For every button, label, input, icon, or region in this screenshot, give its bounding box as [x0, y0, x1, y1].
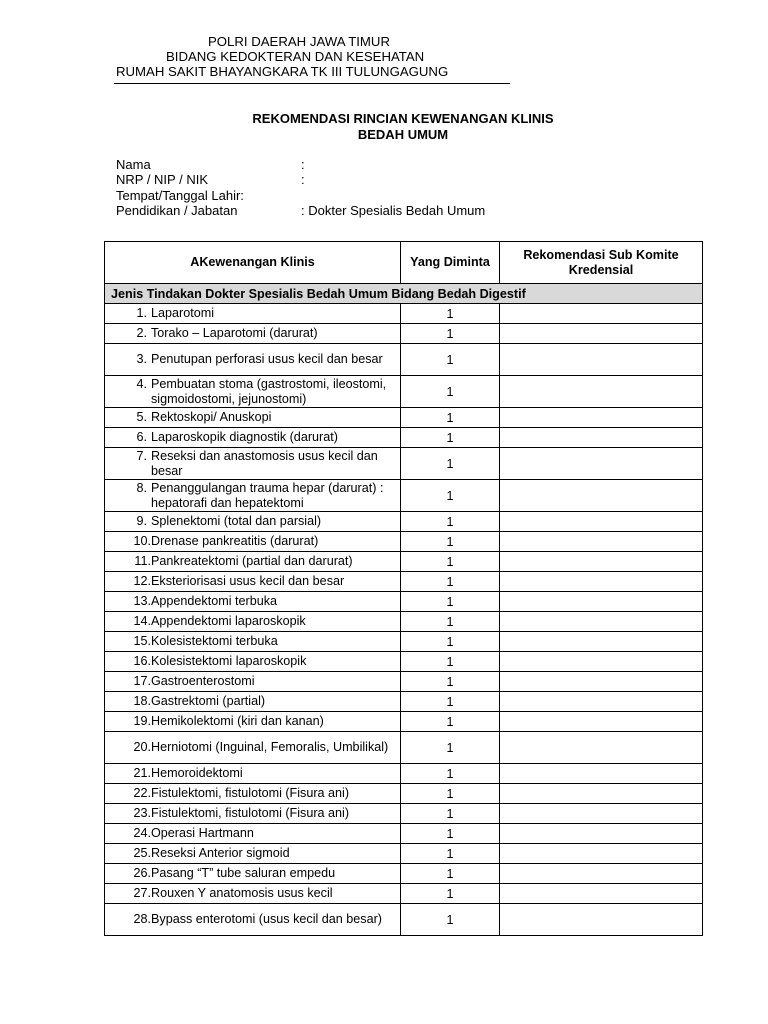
procedure-name: Fistulektomi, fistulotomi (Fisura ani)	[151, 786, 350, 800]
table-row	[105, 672, 703, 692]
table-row	[105, 904, 703, 936]
row-number: 6.	[136, 430, 147, 444]
table-row	[105, 784, 703, 804]
table-row	[105, 612, 703, 632]
privilege-table	[104, 241, 703, 936]
procedure-cell	[105, 612, 401, 632]
letterhead	[114, 34, 510, 79]
diminta-cell: 1	[401, 324, 500, 344]
rekomendasi-cell[interactable]	[500, 612, 703, 632]
diminta-cell: 1	[401, 844, 500, 864]
table-row	[105, 884, 703, 904]
table-row	[105, 844, 703, 864]
rekomendasi-cell[interactable]	[500, 864, 703, 884]
letterhead-line-2: BIDANG KEDOKTERAN DAN KESEHATAN	[166, 49, 425, 64]
rekomendasi-cell[interactable]	[500, 712, 703, 732]
ttl-label: Tempat/Tanggal Lahir:	[116, 187, 244, 203]
rekomendasi-cell[interactable]	[500, 304, 703, 324]
procedure-name: Torako – Laparotomi (darurat)	[151, 326, 318, 340]
rekomendasi-cell[interactable]	[500, 428, 703, 448]
letterhead-line-1: POLRI DAERAH JAWA TIMUR	[208, 34, 390, 49]
procedure-name: Pembuatan stoma (gastrostomi, ileostomi, sigmoidostomi, jejunostomi)	[151, 376, 387, 406]
rekomendasi-cell[interactable]	[500, 592, 703, 612]
procedure-name: Appendektomi terbuka	[151, 594, 278, 608]
row-number: 16.	[133, 654, 151, 668]
table-row	[105, 408, 703, 428]
procedure-cell	[105, 512, 401, 532]
row-number: 4.	[136, 376, 147, 391]
nama-value: :	[301, 157, 305, 172]
col-header-kewenangan: AKewenangan Klinis	[105, 242, 401, 284]
table-row	[105, 448, 703, 480]
procedure-cell	[105, 480, 401, 512]
table-row	[105, 692, 703, 712]
procedure-cell	[105, 572, 401, 592]
procedure-cell	[105, 592, 401, 612]
rekomendasi-cell[interactable]	[500, 532, 703, 552]
diminta-cell: 1	[401, 480, 500, 512]
row-number: 27.	[133, 886, 151, 900]
rekomendasi-cell[interactable]	[500, 376, 703, 408]
rekomendasi-cell[interactable]	[500, 764, 703, 784]
diminta-cell: 1	[401, 824, 500, 844]
row-number: 11.	[134, 554, 151, 568]
letterhead-line-3: RUMAH SAKIT BHAYANGKARA TK III TULUNGAGUNG	[116, 64, 449, 79]
procedure-name: Laparoskopik diagnostik (darurat)	[151, 430, 338, 444]
table-row	[105, 512, 703, 532]
table-row	[105, 428, 703, 448]
row-number: 1.	[136, 306, 147, 320]
procedure-name: Splenektomi (total dan parsial)	[151, 514, 322, 528]
nrp-value: :	[301, 172, 305, 188]
procedure-name: Appendektomi laparoskopik	[151, 614, 306, 628]
table-row	[105, 324, 703, 344]
row-number: 12.	[133, 574, 151, 588]
rekomendasi-cell[interactable]	[500, 672, 703, 692]
table-row	[105, 572, 703, 592]
diminta-cell: 1	[401, 804, 500, 824]
procedure-name: Pasang “T” tube saluran empedu	[151, 866, 336, 880]
rekomendasi-cell[interactable]	[500, 572, 703, 592]
rekomendasi-cell[interactable]	[500, 844, 703, 864]
pendidikan-label: Pendidikan / Jabatan	[116, 202, 238, 218]
table-row	[105, 764, 703, 784]
procedure-name: Laparotomi	[151, 306, 215, 320]
col-header-rekomendasi: Rekomendasi Sub Komite Kredensial	[500, 242, 703, 284]
procedure-name: Kolesistektomi laparoskopik	[151, 654, 307, 668]
diminta-cell: 1	[401, 732, 500, 764]
row-number: 3.	[136, 352, 147, 366]
row-number: 26.	[133, 866, 151, 880]
diminta-cell: 1	[401, 632, 500, 652]
row-number: 18.	[133, 694, 151, 708]
procedure-name: Hemikolektomi (kiri dan kanan)	[151, 714, 324, 728]
table-row	[105, 592, 703, 612]
procedure-name: Penutupan perforasi usus kecil dan besar	[151, 352, 383, 366]
letterhead-divider	[114, 83, 510, 84]
diminta-cell: 1	[401, 428, 500, 448]
rekomendasi-cell[interactable]	[500, 692, 703, 712]
procedure-cell	[105, 552, 401, 572]
rekomendasi-cell[interactable]	[500, 448, 703, 480]
row-number: 20.	[133, 740, 151, 754]
rekomendasi-cell[interactable]	[500, 324, 703, 344]
rekomendasi-cell[interactable]	[500, 480, 703, 512]
rekomendasi-cell[interactable]	[500, 552, 703, 572]
rekomendasi-cell[interactable]	[500, 512, 703, 532]
procedure-cell	[105, 672, 401, 692]
table-row	[105, 824, 703, 844]
row-number: 28.	[133, 912, 151, 926]
rekomendasi-cell[interactable]	[500, 804, 703, 824]
row-number: 10.	[133, 534, 151, 548]
diminta-cell: 1	[401, 572, 500, 592]
procedure-cell	[105, 376, 401, 408]
procedure-name: Fistulektomi, fistulotomi (Fisura ani)	[151, 806, 350, 820]
row-number: 5.	[136, 410, 147, 424]
row-number: 13.	[133, 594, 151, 608]
procedure-cell	[105, 428, 401, 448]
diminta-cell: 1	[401, 532, 500, 552]
rekomendasi-cell[interactable]	[500, 632, 703, 652]
diminta-cell: 1	[401, 712, 500, 732]
procedure-cell	[105, 448, 401, 480]
procedure-name: Drenase pankreatitis (darurat)	[151, 534, 319, 548]
section-row	[105, 284, 703, 304]
procedure-name: Bypass enterotomi (usus kecil dan besar)	[151, 912, 382, 926]
diminta-cell: 1	[401, 764, 500, 784]
procedure-name: Reseksi Anterior sigmoid	[151, 846, 290, 860]
table-header-row	[105, 242, 703, 284]
row-number: 22.	[133, 786, 151, 800]
row-number: 21.	[133, 766, 151, 780]
procedure-cell	[105, 844, 401, 864]
document-subtitle: BEDAH UMUM	[357, 127, 449, 142]
row-number: 7.	[136, 448, 147, 463]
table-row	[105, 632, 703, 652]
diminta-cell: 1	[401, 652, 500, 672]
rekomendasi-cell[interactable]	[500, 884, 703, 904]
procedure-name: Rektoskopi/ Anuskopi	[151, 410, 272, 424]
col-header-diminta: Yang Diminta	[401, 242, 500, 284]
diminta-cell: 1	[401, 884, 500, 904]
diminta-cell: 1	[401, 904, 500, 936]
procedure-name: Penanggulangan trauma hepar (darurat) : hepatorafi dan hepatektomi	[151, 480, 384, 510]
table-row	[105, 304, 703, 324]
procedure-name: Gastrektomi (partial)	[151, 694, 266, 708]
procedure-cell	[105, 764, 401, 784]
table-row	[105, 552, 703, 572]
procedure-name: Herniotomi (Inguinal, Femoralis, Umbilikal)	[151, 740, 389, 754]
diminta-cell: 1	[401, 784, 500, 804]
procedure-cell	[105, 732, 401, 764]
nama-label: Nama	[116, 157, 151, 172]
row-number: 8.	[136, 480, 147, 495]
procedure-name: Operasi Hartmann	[151, 826, 254, 840]
procedure-cell	[105, 304, 401, 324]
procedure-cell	[105, 904, 401, 936]
table-row	[105, 732, 703, 764]
procedure-cell	[105, 804, 401, 824]
procedure-cell	[105, 632, 401, 652]
rekomendasi-cell[interactable]	[500, 824, 703, 844]
procedure-cell	[105, 408, 401, 428]
row-number: 24.	[133, 826, 151, 840]
procedure-name: Reseksi dan anastomosis usus kecil dan besar	[151, 448, 378, 478]
rekomendasi-cell[interactable]	[500, 652, 703, 672]
procedure-cell	[105, 324, 401, 344]
procedure-cell	[105, 532, 401, 552]
row-number: 17.	[133, 674, 151, 688]
procedure-name: Kolesistektomi terbuka	[151, 634, 278, 648]
row-number: 15.	[133, 634, 151, 648]
table-row	[105, 712, 703, 732]
table-row	[105, 864, 703, 884]
rekomendasi-cell[interactable]	[500, 408, 703, 428]
procedure-cell	[105, 824, 401, 844]
rekomendasi-cell[interactable]	[500, 732, 703, 764]
pendidikan-value: : Dokter Spesialis Bedah Umum	[301, 202, 486, 218]
table-row	[105, 532, 703, 552]
diminta-cell: 1	[401, 864, 500, 884]
diminta-cell: 1	[401, 552, 500, 572]
table-row	[105, 652, 703, 672]
section-title: Jenis Tindakan Dokter Spesialis Bedah Umum Bidang Bedah Digestif	[105, 284, 703, 304]
diminta-cell: 1	[401, 376, 500, 408]
table-row	[105, 344, 703, 376]
rekomendasi-cell[interactable]	[500, 344, 703, 376]
procedure-cell	[105, 692, 401, 712]
rekomendasi-cell[interactable]	[500, 904, 703, 936]
diminta-cell: 1	[401, 512, 500, 532]
row-number: 2.	[136, 326, 147, 340]
table-row	[105, 480, 703, 512]
table-row	[105, 804, 703, 824]
table-row	[105, 376, 703, 408]
diminta-cell: 1	[401, 672, 500, 692]
diminta-cell: 1	[401, 612, 500, 632]
procedure-name: Eksteriorisasi usus kecil dan besar	[151, 574, 345, 588]
procedure-cell	[105, 652, 401, 672]
row-number: 23.	[133, 806, 151, 820]
row-number: 9.	[136, 514, 147, 528]
diminta-cell: 1	[401, 304, 500, 324]
procedure-cell	[105, 884, 401, 904]
row-number: 14.	[133, 614, 151, 628]
procedure-cell	[105, 344, 401, 376]
nrp-label: NRP / NIP / NIK	[116, 172, 208, 188]
diminta-cell: 1	[401, 344, 500, 376]
procedure-name: Hemoroidektomi	[151, 766, 243, 780]
rekomendasi-cell[interactable]	[500, 784, 703, 804]
procedure-cell	[105, 784, 401, 804]
procedure-cell	[105, 864, 401, 884]
procedure-cell	[105, 712, 401, 732]
diminta-cell: 1	[401, 692, 500, 712]
row-number: 25.	[133, 846, 151, 860]
document-title: REKOMENDASI RINCIAN KEWENANGAN KLINIS	[252, 111, 554, 126]
diminta-cell: 1	[401, 592, 500, 612]
procedure-name: Pankreatektomi (partial dan darurat)	[151, 554, 353, 568]
diminta-cell: 1	[401, 448, 500, 480]
procedure-name: Gastroenterostomi	[151, 674, 255, 688]
diminta-cell: 1	[401, 408, 500, 428]
procedure-name: Rouxen Y anatomosis usus kecil	[151, 886, 333, 900]
row-number: 19.	[133, 714, 151, 728]
